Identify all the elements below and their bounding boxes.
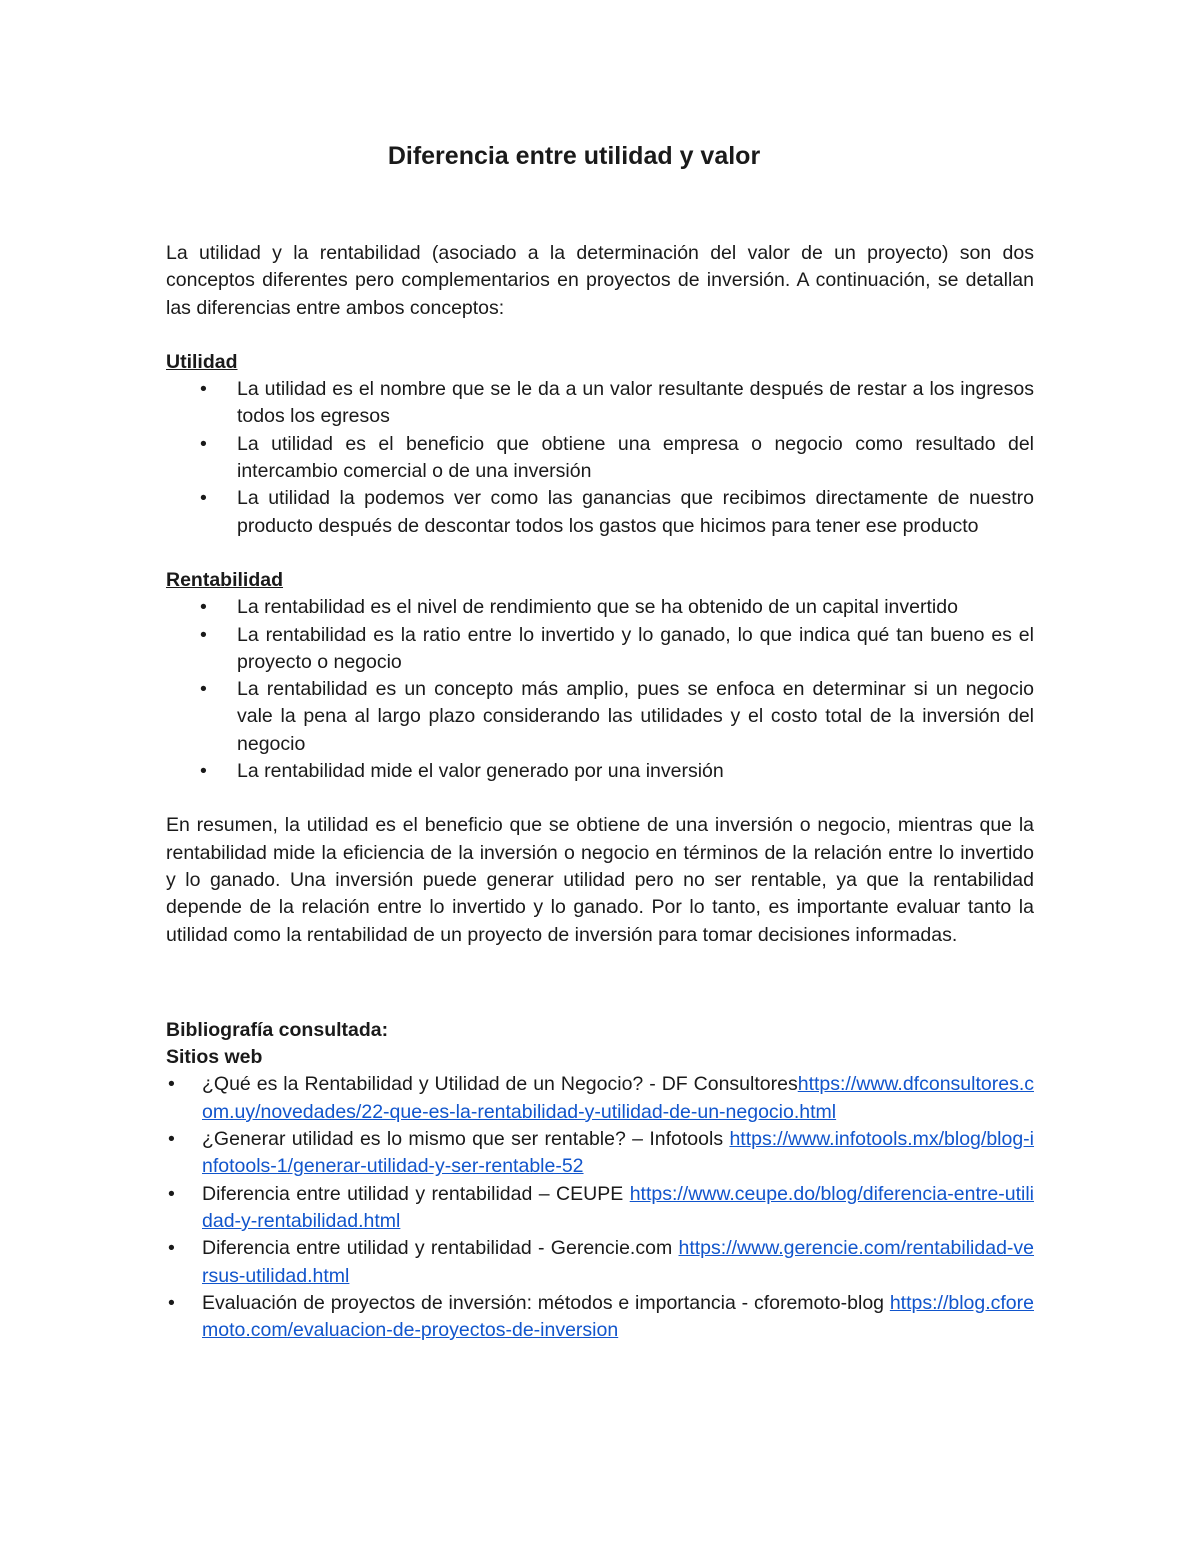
summary-paragraph: En resumen, la utilidad es el beneficio que se obtiene de una inversión o negocio, mientras que la rentabilidad mide la eficiencia de la inversión o negocio en términos de la relación entre lo invertido y lo ganado. Una inversión puede generar utilidad pero no ser rentable, ya que la rentabilidad depende de la relación entre lo invertido y lo ganado. Por lo tanto, es importante evaluar tanto la utilidad como la rentabilidad de un proyecto de inversión para tomar decisiones informadas. xyxy=(166,814,1034,946)
bibliography-section xyxy=(166,1017,1034,1345)
reference-link[interactable]: https://www.dfconsultores.com.uy/novedades/22-que-es-la-rentabilidad-y-utilidad-de-un-negocio.html xyxy=(202,1073,1034,1123)
reference-link[interactable]: https://blog.cforemoto.com/evaluacion-de-proyectos-de-inversion xyxy=(202,1291,1034,1342)
reference-title: ¿Qué es la Rentabilidad y Utilidad de un Negocio? - DF Consultores xyxy=(202,1073,798,1096)
document-page xyxy=(166,140,1034,1344)
reference-title: Diferencia entre utilidad y rentabilidad - Gerencie.com xyxy=(202,1237,673,1260)
reference-link[interactable]: https://www.gerencie.com/rentabilidad-versus-utilidad.html xyxy=(202,1237,1035,1287)
list-item: • La utilidad es el beneficio que obtiene una empresa o negocio como resultado del intercambio comercial o de una inversión xyxy=(166,431,1034,486)
bibliography-heading: Bibliografía consultada: xyxy=(166,1018,389,1041)
reference-link[interactable]: https://www.infotools.mx/blog/blog-infotools-1/generar-utilidad-y-ser-rentable-52 xyxy=(202,1128,1035,1178)
reference-item xyxy=(166,1290,1034,1345)
utilidad-list xyxy=(166,376,1034,540)
bibliography-subheading: Sitios web xyxy=(166,1046,263,1069)
intro-paragraph: La utilidad y la rentabilidad (asociado a la determinación del valor de un proyecto) son dos conceptos diferentes pero complementarios en proyectos de inversión. A continuación, se detallan las diferencias entre ambos conceptos: xyxy=(166,242,1034,319)
list-item: • La rentabilidad es el nivel de rendimiento que se ha obtenido de un capital invertido xyxy=(166,594,1034,621)
rentabilidad-heading: Rentabilidad xyxy=(166,568,284,591)
list-item: • La rentabilidad es la ratio entre lo invertido y lo ganado, lo que indica qué tan bueno es el proyecto o negocio xyxy=(166,622,1034,677)
reference-item xyxy=(166,1126,1034,1181)
document-title: Diferencia entre utilidad y valor xyxy=(387,142,761,170)
reference-list xyxy=(166,1071,1034,1344)
list-item: • La utilidad es el nombre que se le da a un valor resultante después de restar a los ingresos todos los egresos xyxy=(166,376,1034,431)
utilidad-heading: Utilidad xyxy=(166,350,238,373)
reference-link[interactable]: https://www.ceupe.do/blog/diferencia-entre-utilidad-y-rentabilidad.html xyxy=(202,1182,1034,1232)
list-item: • La utilidad la podemos ver como las ganancias que recibimos directamente de nuestro producto después de descontar todos los gastos que hicimos para tener ese producto xyxy=(166,485,1034,540)
reference-title: Diferencia entre utilidad y rentabilidad – CEUPE xyxy=(202,1182,624,1205)
reference-title: Evaluación de proyectos de inversión: métodos e importancia - cforemoto-blog xyxy=(202,1291,885,1314)
list-item: • La rentabilidad es un concepto más amplio, pues se enfoca en determinar si un negocio vale la pena al largo plazo considerando las utilidades y el costo total de la inversión del negocio xyxy=(166,676,1034,758)
reference-item xyxy=(166,1071,1034,1126)
list-item: • La rentabilidad mide el valor generado por una inversión xyxy=(166,758,1034,785)
reference-title: ¿Generar utilidad es lo mismo que ser rentable? – Infotools xyxy=(202,1128,724,1151)
reference-item xyxy=(166,1235,1034,1290)
reference-item xyxy=(166,1181,1034,1236)
rentabilidad-list xyxy=(166,594,1034,785)
